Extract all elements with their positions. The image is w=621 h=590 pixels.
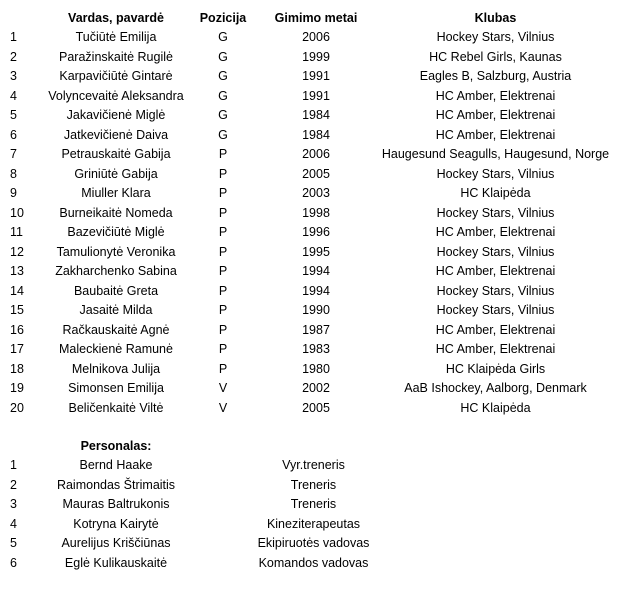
player-number: 10 [10,205,24,220]
staff-row [0,456,621,476]
staff-name: Aurelijus Kriščiūnas [61,536,171,550]
player-row [0,360,621,380]
player-position: P [218,342,228,356]
header-year: Gimimo metai [274,11,358,25]
staff-name: Eglė Kulikauskaitė [64,555,168,570]
player-row [0,145,621,165]
staff-role: Kineziterapeutas [266,516,361,531]
player-position: G [218,88,228,103]
player-row [0,67,621,87]
player-position: P [218,186,228,200]
player-row [0,301,621,321]
player-club: Hockey Stars, Vilnius [436,30,555,44]
player-position: P [218,361,228,376]
staff-name: Raimondas Štrimaitis [56,477,176,492]
header-name: Vardas, pavardė [68,11,164,25]
player-birth-year: 1990 [302,303,330,317]
player-club: HC Klaipėda [460,400,531,415]
player-name: Burneikaitė Nomeda [59,205,173,220]
staff-row [0,476,621,496]
staff-number: 3 [10,497,17,511]
player-row [0,28,621,48]
player-birth-year: 1983 [302,342,330,356]
player-row [0,204,621,224]
staff-row [0,554,621,574]
player-number: 1 [10,30,17,44]
player-name: Tučiūtė Emilija [75,30,157,44]
player-row [0,243,621,263]
staff-name: Kotryna Kairytė [73,516,159,531]
staff-number: 1 [10,458,17,472]
player-name: Miuller Klara [81,186,151,200]
player-row [0,165,621,185]
player-number: 13 [10,264,24,278]
player-club: AaB Ishockey, Aalborg, Denmark [404,381,587,395]
player-birth-year: 1980 [302,361,330,376]
player-number: 3 [10,69,17,83]
player-number: 7 [10,147,17,161]
player-club: HC Rebel Girls, Kaunas [429,49,562,64]
player-position: P [218,225,228,239]
player-birth-year: 1996 [302,225,330,239]
player-number: 4 [10,88,17,103]
staff-row [0,495,621,515]
staff-heading: Personalas: [80,439,152,453]
player-position: G [218,108,228,122]
staff-number: 4 [10,516,17,531]
player-birth-year: 1994 [302,264,330,278]
player-name: Zakharchenko Sabina [55,264,177,278]
staff-role: Treneris [290,497,337,511]
players-header-row [0,9,621,29]
player-position: P [218,303,228,317]
player-row [0,184,621,204]
player-number: 20 [10,400,24,415]
player-name: Paražinskaitė Rugilė [59,49,173,64]
player-name: Jasaitė Milda [79,303,153,317]
player-birth-year: 2003 [302,186,330,200]
staff-number: 6 [10,555,17,570]
player-number: 2 [10,49,17,64]
staff-name: Bernd Haake [79,458,153,472]
player-number: 12 [10,244,24,259]
player-position: P [218,264,228,278]
player-name: Karpavičiūtė Gintarė [59,69,173,83]
staff-role: Ekipiruotės vadovas [257,536,370,550]
player-position: G [218,127,228,142]
player-birth-year: 1998 [302,205,330,220]
player-birth-year: 2006 [302,30,330,44]
player-row [0,223,621,243]
player-number: 11 [10,225,23,239]
player-name: Jatkevičienė Daiva [63,127,169,142]
player-club: HC Amber, Elektrenai [435,322,556,337]
player-number: 8 [10,166,17,181]
player-birth-year: 1984 [302,127,330,142]
staff-row [0,515,621,535]
player-position: G [218,49,228,64]
staff-row [0,534,621,554]
player-club: HC Amber, Elektrenai [435,127,556,142]
player-club: HC Klaipėda Girls [445,361,546,376]
player-birth-year: 1991 [302,88,330,103]
player-name: Melnikova Julija [71,361,161,376]
player-number: 5 [10,108,17,122]
player-club: HC Amber, Elektrenai [435,108,556,122]
player-number: 16 [10,322,24,337]
header-position: Pozicija [199,11,247,25]
player-birth-year: 1984 [302,108,330,122]
player-position: V [218,400,228,415]
staff-role: Komandos vadovas [258,555,369,570]
player-row [0,340,621,360]
player-club: HC Amber, Elektrenai [435,264,556,278]
player-birth-year: 1991 [302,69,330,83]
player-position: P [218,322,228,337]
player-row [0,379,621,399]
player-position: P [218,205,228,220]
player-birth-year: 2005 [302,400,330,415]
player-club: Hockey Stars, Vilnius [436,205,555,220]
player-position: P [218,166,228,181]
player-position: P [218,283,228,298]
player-name: Jakavičienė Miglė [66,108,166,122]
player-birth-year: 2006 [302,147,330,161]
player-name: Tamulionytė Veronika [56,244,176,259]
staff-role: Vyr.treneris [282,458,345,472]
player-position: G [218,30,228,44]
player-row [0,87,621,107]
player-position: G [218,69,228,83]
player-club: HC Amber, Elektrenai [435,225,556,239]
player-name: Račkauskaitė Agnė [62,322,170,337]
player-birth-year: 2002 [302,381,330,395]
staff-number: 2 [10,477,17,492]
player-club: HC Amber, Elektrenai [435,88,556,103]
player-row [0,48,621,68]
player-number: 14 [10,283,24,298]
player-birth-year: 1987 [302,322,330,337]
player-birth-year: 1994 [302,283,330,298]
player-club: Hockey Stars, Vilnius [436,303,555,317]
player-name: Beličenkaitė Viltė [68,400,164,415]
player-birth-year: 1999 [302,49,330,64]
staff-role: Treneris [290,477,337,492]
player-number: 19 [10,381,24,395]
player-name: Griniūtė Gabija [74,166,158,181]
player-club: Haugesund Seagulls, Haugesund, Norge [381,147,610,161]
player-row [0,399,621,419]
player-number: 18 [10,361,24,376]
player-name: Maleckienė Ramunė [59,342,173,356]
player-row [0,321,621,341]
player-name: Bazevičiūtė Miglė [67,225,165,239]
player-club: HC Amber, Elektrenai [435,342,556,356]
player-name: Simonsen Emilija [68,381,164,395]
player-club: Hockey Stars, Vilnius [436,244,555,259]
player-club: Hockey Stars, Vilnius [436,283,555,298]
player-row [0,262,621,282]
player-row [0,282,621,302]
player-position: P [218,147,228,161]
player-number: 9 [10,186,17,200]
player-name: Volyncevaitė Aleksandra [48,88,184,103]
player-position: V [218,381,228,395]
staff-number: 5 [10,536,17,550]
player-number: 6 [10,127,17,142]
player-row [0,126,621,146]
player-club: Eagles B, Salzburg, Austria [419,69,572,83]
player-row [0,106,621,126]
player-name: Petrauskaitė Gabija [61,147,171,161]
player-name: Baubaitė Greta [73,283,159,298]
staff-heading-row [0,437,621,457]
staff-name: Mauras Baltrukonis [62,497,170,511]
player-position: P [218,244,228,259]
player-number: 17 [10,342,24,356]
player-club: HC Klaipėda [460,186,531,200]
player-club: Hockey Stars, Vilnius [436,166,555,181]
player-birth-year: 1995 [302,244,330,259]
player-birth-year: 2005 [302,166,330,181]
player-number: 15 [10,303,24,317]
header-club: Klubas [474,11,517,25]
